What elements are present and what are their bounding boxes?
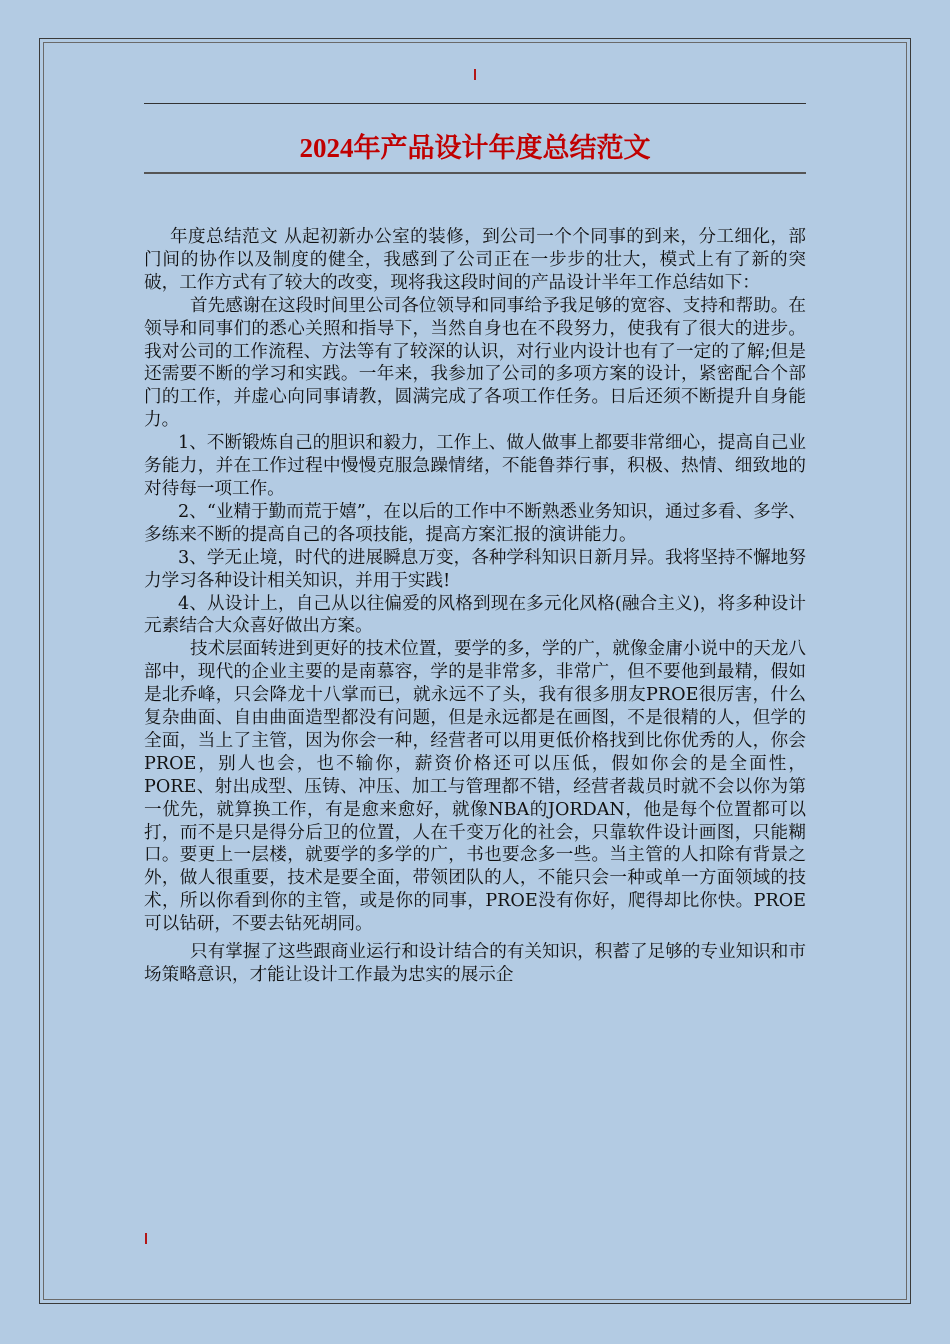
footer-mark [145,1233,147,1244]
paragraph-thanks: 首先感谢在这段时间里公司各位领导和同事给予我足够的宽容、支持和帮助。在领导和同事们的悉心关照和指导下，当然自身也在不段努力，使我有了很大的进步。我对公司的工作流程、方法等有了较深的认识，对行业内设计也有了一定的了解;但是还需要不断的学习和实践。一年来，我参加了公司的多项方案的设计，紧密配合个部门的工作，并虚心向同事请教，圆满完成了各项工作任务。日后还须不断提升自身能力。 [144,295,806,431]
paragraph-item-2: 2、“业精于勤而荒于嬉”，在以后的工作中不断熟悉业务知识，通过多看、多学、多练来不断的提高自己的各项技能，提高方案汇报的演讲能力。 [144,501,806,545]
document-body [144,226,806,987]
paragraph-item-3: 3、学无止境，时代的进展瞬息万变，各种学科知识日新月异。我将坚持不懈地努力学习各种设计相关知识，并用于实践! [144,547,806,591]
title-rule [144,172,806,174]
paragraph-conclusion: 只有掌握了这些跟商业运行和设计结合的有关知识，积蓄了足够的专业知识和市场策略意识，才能让设计工作最为忠实的展示企 [144,942,806,985]
header-rule [144,103,806,104]
document-title: 2024年产品设计年度总结范文 [299,133,651,163]
paragraph-item-1: 1、不断锻炼自己的胆识和毅力，工作上、做人做事上都要非常细心，提高自己业务能力，并在工作过程中慢慢克服急躁情绪，不能鲁莽行事，积极、热情、细致地的对待每一项工作。 [144,433,806,499]
paragraph-intro: 年度总结范文 从起初新办公室的装修，到公司一个个同事的到来，分工细化，部门间的协作以及制度的健全，我感到了公司正在一步步的壮大，模式上有了新的突破，工作方式有了较大的改变，现将我这段时间的产品设计半年工作总结如下： [144,227,806,293]
header-mark [474,69,476,80]
paragraph-technical: 技术层面转进到更好的技术位置，要学的多，学的广，就像金庸小说中的天龙八部中，现代的企业主要的是南慕容，学的是非常多，非常广，但不要他到最精，假如是北乔峰，只会降龙十八掌而已，就永远不了头，我有很多朋友PROE很厉害，什么复杂曲面、自由曲面造型都没有问题，但是永远都是在画图，不是很精的人，但学的全面，当上了主管，因为你会一种，经营者可以用更低价格找到比你优秀的人，你会PROE，别人也会，也不输你，薪资价格还可以压低，假如你会的是全面性，PORE、射出成型、压铸、冲压、加工与管理都不错，经营者裁员时就不会以你为第一优先，就算换工作，有是愈来愈好，就像NBA的JORDAN，他是每个位置都可以打，而不是只是得分后卫的位置，人在千变万化的社会，只靠软件设计画图，只能糊口。要更上一层楼，就要学的多学的广，书也要念多一些。当主管的人扣除有背景之外，做人很重要，技术是要全面，带领团队的人，不能只会一种或单一方面领域的技术，所以你看到你的主管，或是你的同事，PROE没有你好，爬得却比你快。PROE可以钻研，不要去钻死胡同。 [144,639,806,935]
paragraph-item-4: 4、从设计上，自己从以往偏爱的风格到现在多元化风格(融合主义)，将多种设计元素结合大众喜好做出方案。 [144,593,806,637]
